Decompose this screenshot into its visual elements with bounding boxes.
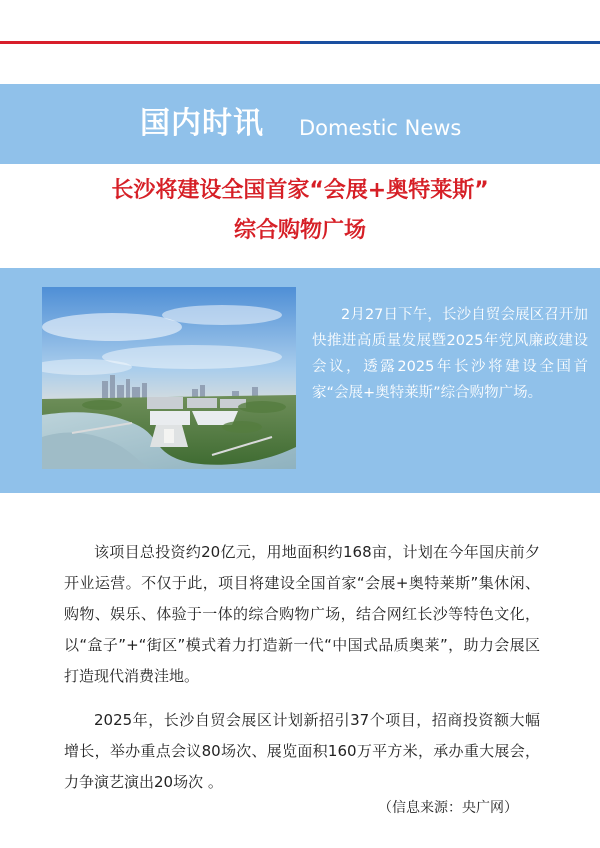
- source-credit: （信息来源：央广网）: [378, 800, 518, 816]
- body-paragraph-1: 该项目总投资约20亿元，用地面积约168亩，计划在今年国庆前夕开业运营。不仅于此，项目将建设全国首家“会展+奥特莱斯”集休闲、购物、娱乐、体验于一体的综合购物广场，结合网红长沙等特色文化，以“盒子”+“街区”模式着力打造新一代“中国式品质奥莱”，助力会展区打造现代消费洼地。: [64, 543, 540, 685]
- section-title-en: Domestic News: [299, 116, 462, 140]
- headline-line-2: 综合购物广场: [233, 218, 366, 243]
- top-divider-red: [0, 41, 300, 44]
- body-paragraph-2: 2025年，长沙自贸会展区计划新招引37个项目，招商投资额大幅增长，举办重点会议80场次、展览面积160万平方米，承办重大展会，力争演艺演出20场次 。: [64, 711, 540, 791]
- top-divider-blue: [300, 41, 600, 44]
- aerial-city-photo: [42, 287, 296, 469]
- lead-paragraph: 2月27日下午，长沙自贸会展区召开加快推进高质量发展暨2025年党风廉政建设会议，透露2025年长沙将建设全国首家“会展+奥特莱斯”综合购物广场。: [312, 307, 588, 401]
- headline-line-1: 长沙将建设全国首家“会展+奥特莱斯”: [111, 178, 489, 203]
- top-divider: [0, 41, 600, 44]
- section-title-cn: 国内时讯: [140, 106, 264, 141]
